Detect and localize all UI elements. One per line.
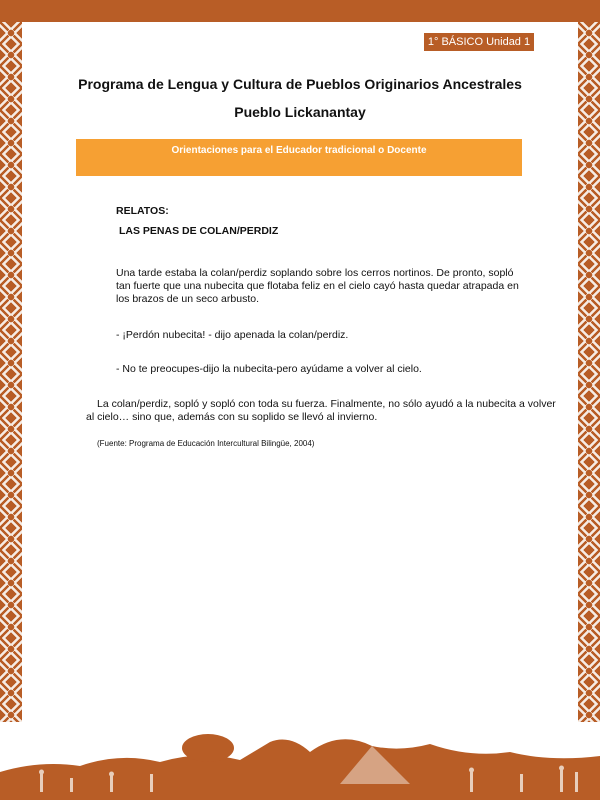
- source-citation: (Fuente: Programa de Educación Intercultural Bilingüe, 2004): [97, 439, 315, 448]
- story-paragraph-2: - ¡Perdón nubecita! - dijo apenada la colan/perdiz.: [116, 329, 349, 341]
- program-title: Programa de Lengua y Cultura de Pueblos Originarios Ancestrales: [78, 76, 522, 92]
- landscape-footer: [0, 722, 600, 800]
- top-decorative-band: [0, 0, 600, 22]
- section-label: RELATOS:: [116, 205, 169, 217]
- left-decorative-border: [0, 22, 22, 722]
- story-title: LAS PENAS DE COLAN/PERDIZ: [119, 225, 279, 237]
- orientation-banner-text: Orientaciones para el Educador tradicional o Docente: [171, 145, 427, 156]
- story-paragraph-4-line-1: La colan/perdiz, sopló y sopló con toda su fuerza. Finalmente, no sólo ayudó a la nubecita a volver: [97, 398, 556, 410]
- story-paragraph-1: Una tarde estaba la colan/perdiz soplando sobre los cerros nortinos. De pronto, sopló tan fuerte que una nubecita que flotaba feliz en el cielo cayó hasta quedar atrapada en los brazos de un seco arbusto.: [116, 267, 519, 305]
- people-title: Pueblo Lickanantay: [234, 104, 366, 120]
- grade-unit-badge: 1° BÁSICO Unidad 1: [424, 33, 534, 51]
- story-paragraph-3: - No te preocupes-dijo la nubecita-pero ayúdame a volver al cielo.: [116, 363, 422, 375]
- story-paragraph-4-line-2: al cielo… sino que, además con su soplido se llevó al invierno.: [86, 411, 378, 423]
- right-decorative-border: [578, 22, 600, 722]
- orientation-banner: [76, 139, 522, 176]
